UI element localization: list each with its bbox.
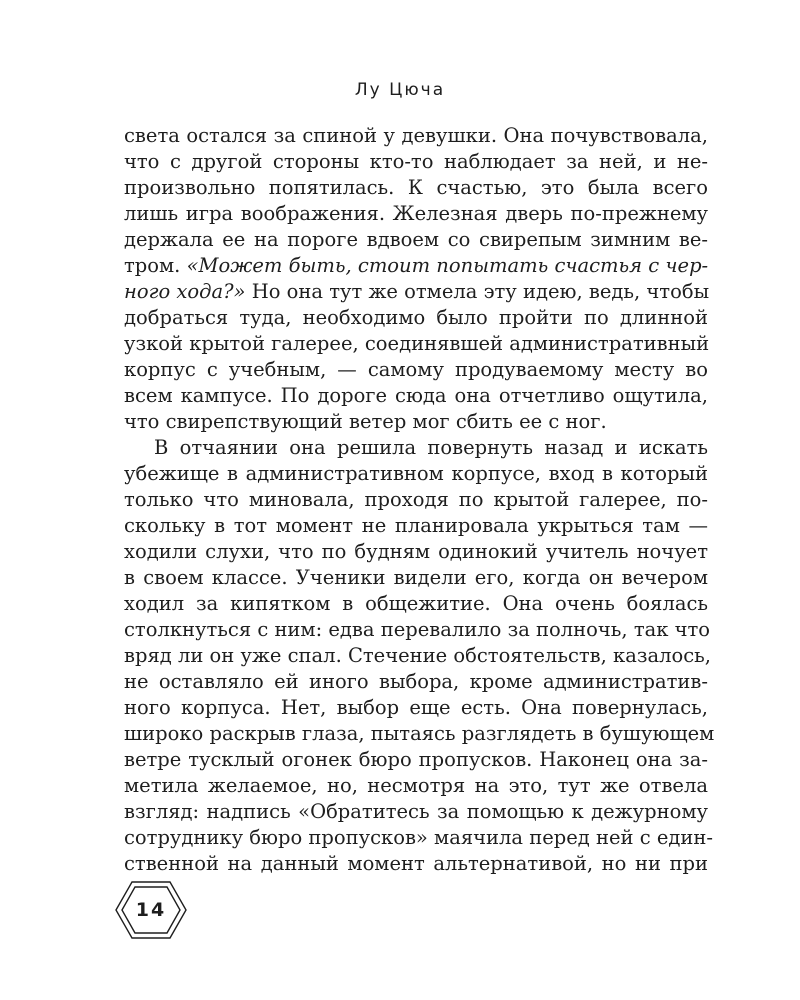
text-line: только что миновала, проходя по крытой галерее, по- xyxy=(124,488,708,511)
text-line xyxy=(124,279,708,305)
text-line: не оставляло ей иного выбора, кроме административ- xyxy=(124,670,708,693)
text-line: всем кампусе. По дороге сюда она отчетливо ощутила, xyxy=(124,384,708,407)
italic-quote: «Может быть, стоит попытать счастья с чер- xyxy=(186,254,709,277)
text-line: скольку в тот момент не планировала укрыться там — xyxy=(124,514,708,537)
text-line: лишь игра воображения. Железная дверь по-прежнему xyxy=(124,202,708,225)
text-segment: тром. xyxy=(124,254,187,277)
text-line: корпус с учебным, — самому продуваемому месту во xyxy=(124,358,708,381)
text-line: ходили слухи, что по будням одинокий учитель ночует xyxy=(124,540,708,563)
text-line: вряд ли он уже спал. Стечение обстоятельств, казалось, xyxy=(124,644,711,667)
text-line: сотруднику бюро пропусков» маячила перед ней с един- xyxy=(124,826,713,849)
text-line: широко раскрыв глаза, пытаясь разглядеть в бушующем xyxy=(124,722,715,745)
text-line: что с другой стороны кто-то наблюдает за ней, и не- xyxy=(124,150,708,173)
text-line: В отчаянии она решила повернуть назад и искать xyxy=(154,436,708,459)
text-line: узкой крытой галерее, соединявшей административный xyxy=(124,332,710,355)
text-line: ного корпуса. Нет, выбор еще есть. Она повернулась, xyxy=(124,696,708,719)
text-segment: Но она тут же отмела эту идею, ведь, чтобы xyxy=(245,280,710,303)
text-line: убежище в административном корпусе, вход в который xyxy=(124,462,708,485)
italic-quote: ного хода?» xyxy=(124,280,246,303)
page-number: 14 xyxy=(135,899,167,921)
text-line: столкнуться с ним: едва перевалило за полночь, так что xyxy=(124,618,711,641)
text-line: произвольно попятилась. К счастью, это была всего xyxy=(124,176,708,199)
text-line: в своем классе. Ученики видели его, когда он вечером xyxy=(124,566,708,589)
text-line: добраться туда, необходимо было пройти по длинной xyxy=(124,306,708,329)
text-line: ственной на данный момент альтернативой, но ни при xyxy=(124,852,708,875)
text-line: держала ее на пороге вдвоем со свирепым зимним ве- xyxy=(124,228,708,251)
text-line xyxy=(124,253,708,279)
text-line: метила желаемое, но, несмотря на это, тут же отвела xyxy=(124,774,708,797)
text-line: ветре тусклый огонек бюро пропусков. Наконец она за- xyxy=(124,748,708,771)
running-head-author: Лу Цюча xyxy=(354,80,446,100)
text-line: света остался за спиной у девушки. Она почувствовала, xyxy=(124,124,708,147)
page-number-badge xyxy=(114,880,188,940)
text-line: взгляд: надпись «Обратитесь за помощью к дежурному xyxy=(124,800,708,823)
text-line: ходил за кипятком в общежитие. Она очень боялась xyxy=(124,592,708,615)
text-line: что свирепствующий ветер мог сбить ее с ног. xyxy=(124,410,607,433)
